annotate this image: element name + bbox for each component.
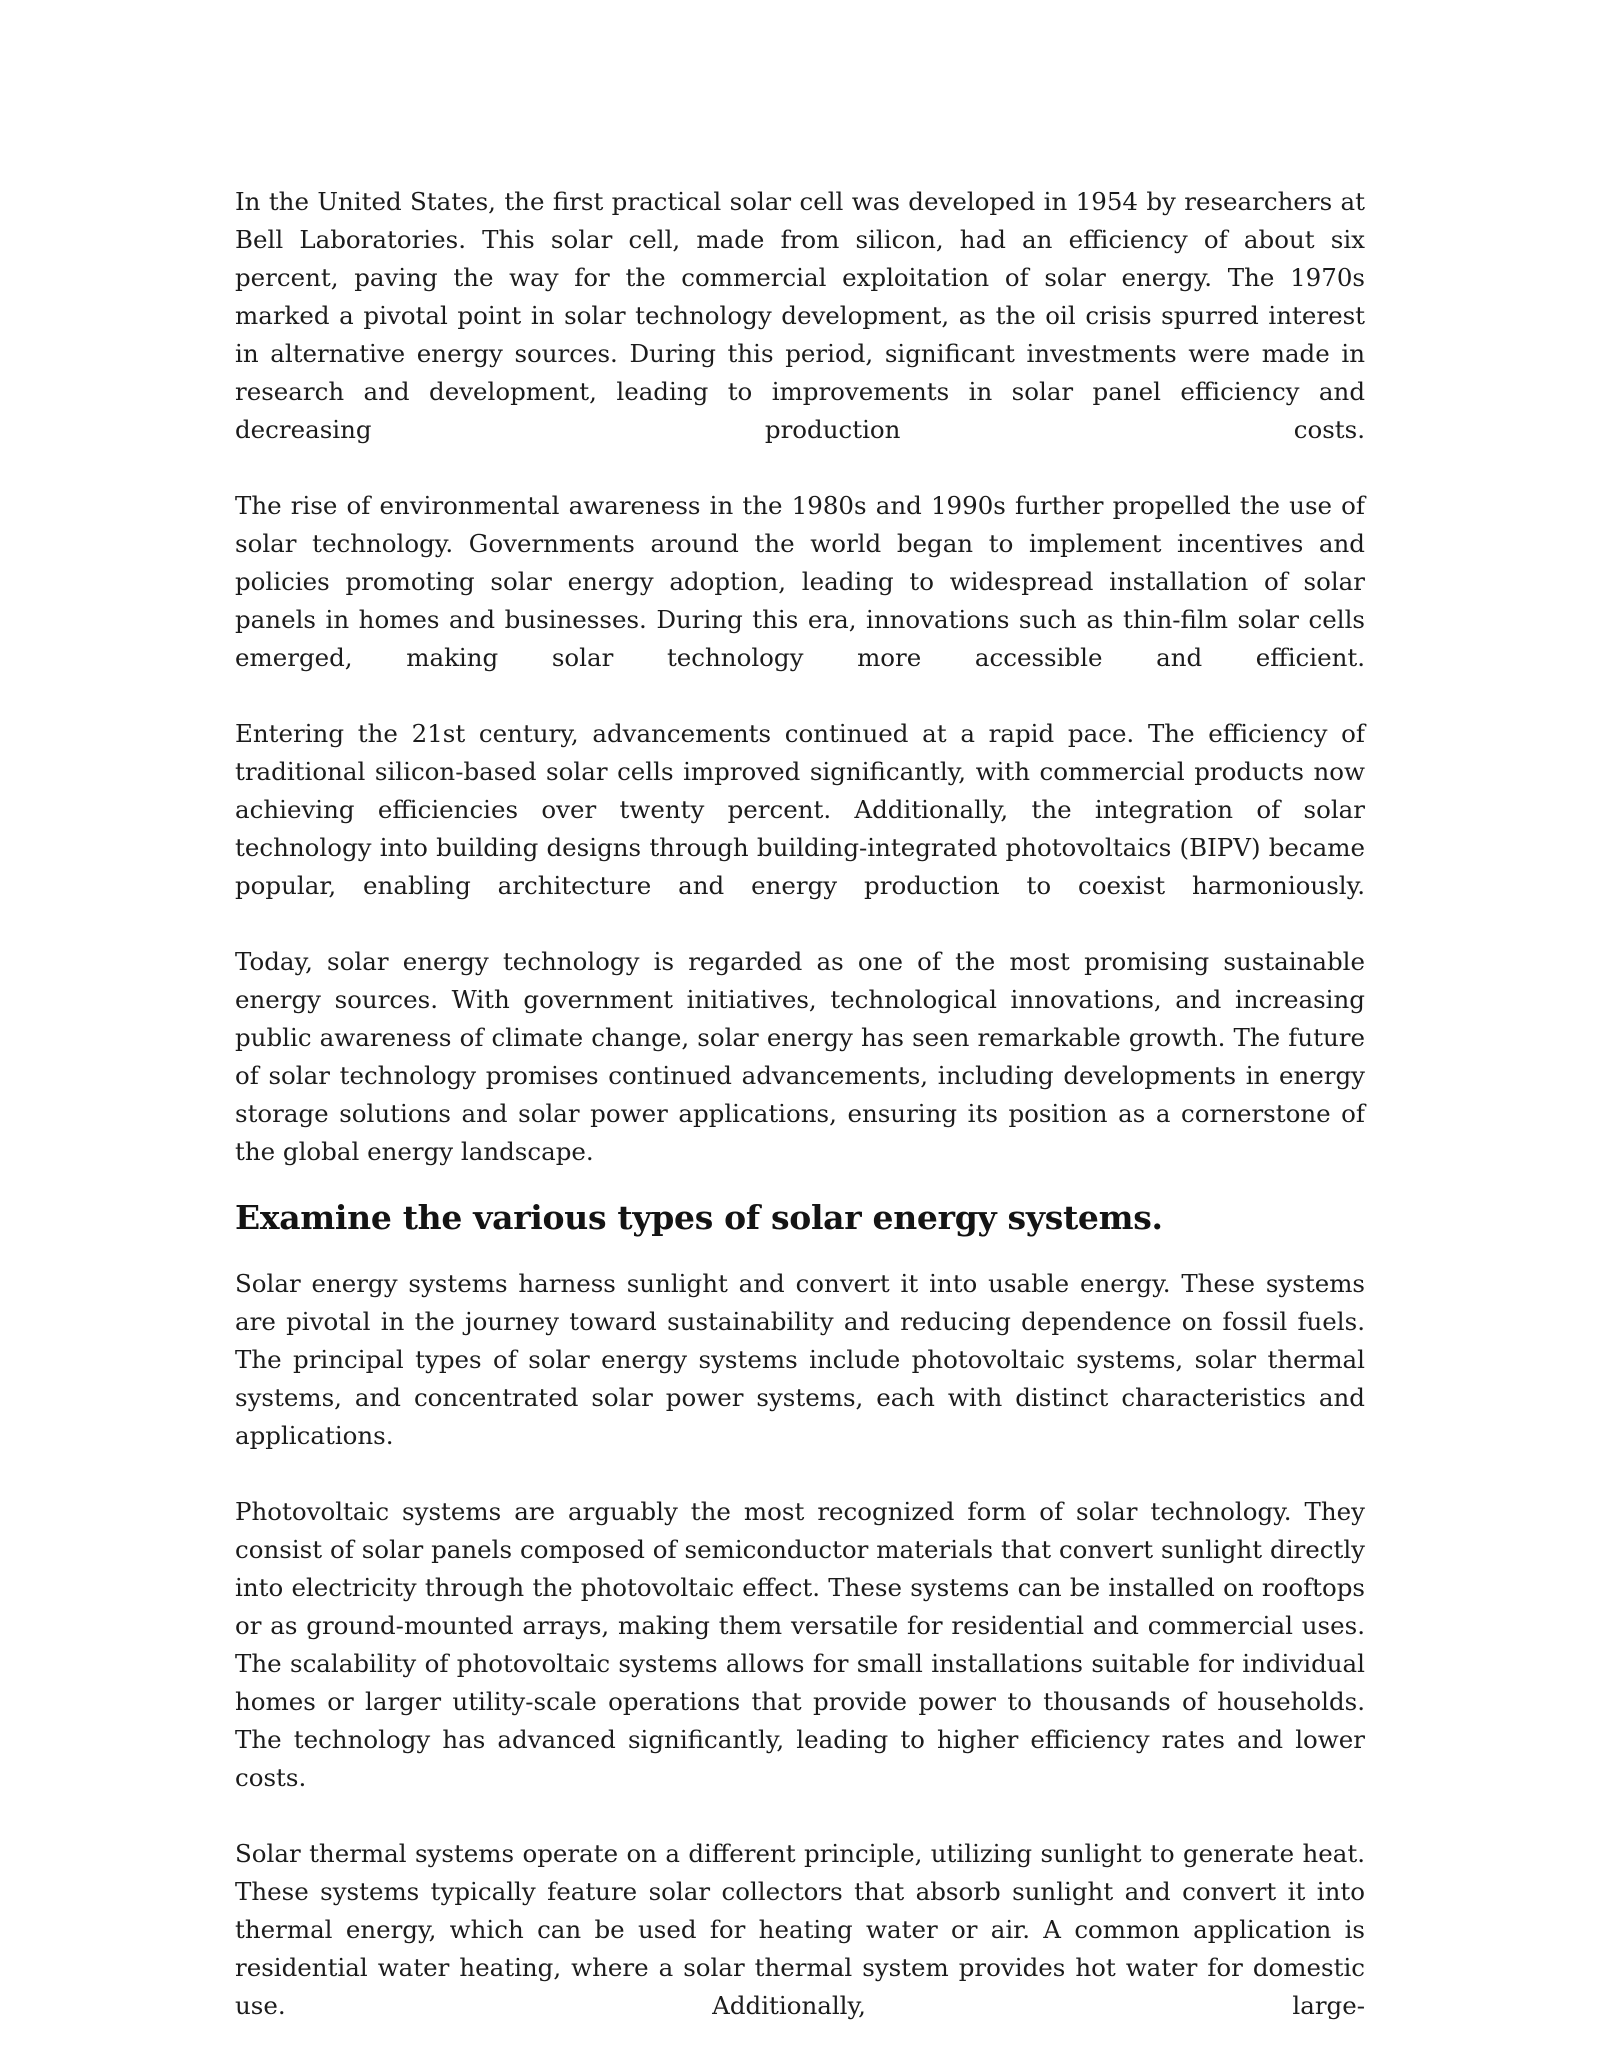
- paragraph: Photovoltaic systems are arguably the most recognized form of solar technology. They consist of solar panels composed of semiconductor materials that convert sunlight directly into electricity through the photovoltaic effect. These systems can be installed on rooftops or as ground-mounted arrays, making them versatile for residential and commercial uses. The scalability of photovoltaic systems allows for small installations suitable for individual homes or larger utility-scale operations that provide power to thousands of households. The technology has advanced significantly, leading to higher efficiency rates and lower costs.: [235, 1497, 1365, 1792]
- section-heading: Examine the various types of solar energy systems.: [235, 1198, 1163, 1237]
- paragraph: Solar thermal systems operate on a different principle, utilizing sunlight to generate heat. These systems typically feature solar collectors that absorb sunlight and convert it into thermal energy, which can be used for heating water or air. A common application is residential water heating, where a solar thermal system provides hot water for domestic use. Additionally, large-: [235, 1839, 1365, 2020]
- paragraph: Entering the 21st century, advancements continued at a rapid pace. The efficiency of traditional silicon-based solar cells improved significantly, with commercial products now achieving efficiencies over twenty percent. Additionally, the integration of solar technology into building designs through building-integrated photovoltaics (BIPV) became popular, enabling architecture and energy production to coexist harmoniously.: [235, 719, 1365, 900]
- paragraph: The rise of environmental awareness in the 1980s and 1990s further propelled the use of solar technology. Governments around the world began to implement incentives and policies promoting solar energy adoption, leading to widespread installation of solar panels in homes and businesses. During this era, innovations such as thin-film solar cells emerged, making solar technology more accessible and efficient.: [235, 491, 1365, 672]
- paragraph: Solar energy systems harness sunlight and convert it into usable energy. These systems are pivotal in the journey toward sustainability and reducing dependence on fossil fuels. The principal types of solar energy systems include photovoltaic systems, solar thermal systems, and concentrated solar power systems, each with distinct characteristics and applications.: [235, 1269, 1365, 1450]
- paragraph: Today, solar energy technology is regarded as one of the most promising sustainable energy sources. With government initiatives, technological innovations, and increasing public awareness of climate change, solar energy has seen remarkable growth. The future of solar technology promises continued advancements, including developments in energy storage solutions and solar power applications, ensuring its position as a cornerstone of the global energy landscape.: [235, 947, 1365, 1166]
- paragraph: In the United States, the first practical solar cell was developed in 1954 by researchers at Bell Laboratories. This solar cell, made from silicon, had an efficiency of about six percent, paving the way for the commercial exploitation of solar energy. The 1970s marked a pivotal point in solar technology development, as the oil crisis spurred interest in alternative energy sources. During this period, significant investments were made in research and development, leading to improvements in solar panel efficiency and decreasing production costs.: [235, 187, 1365, 444]
- document-page: [235, 183, 1365, 2025]
